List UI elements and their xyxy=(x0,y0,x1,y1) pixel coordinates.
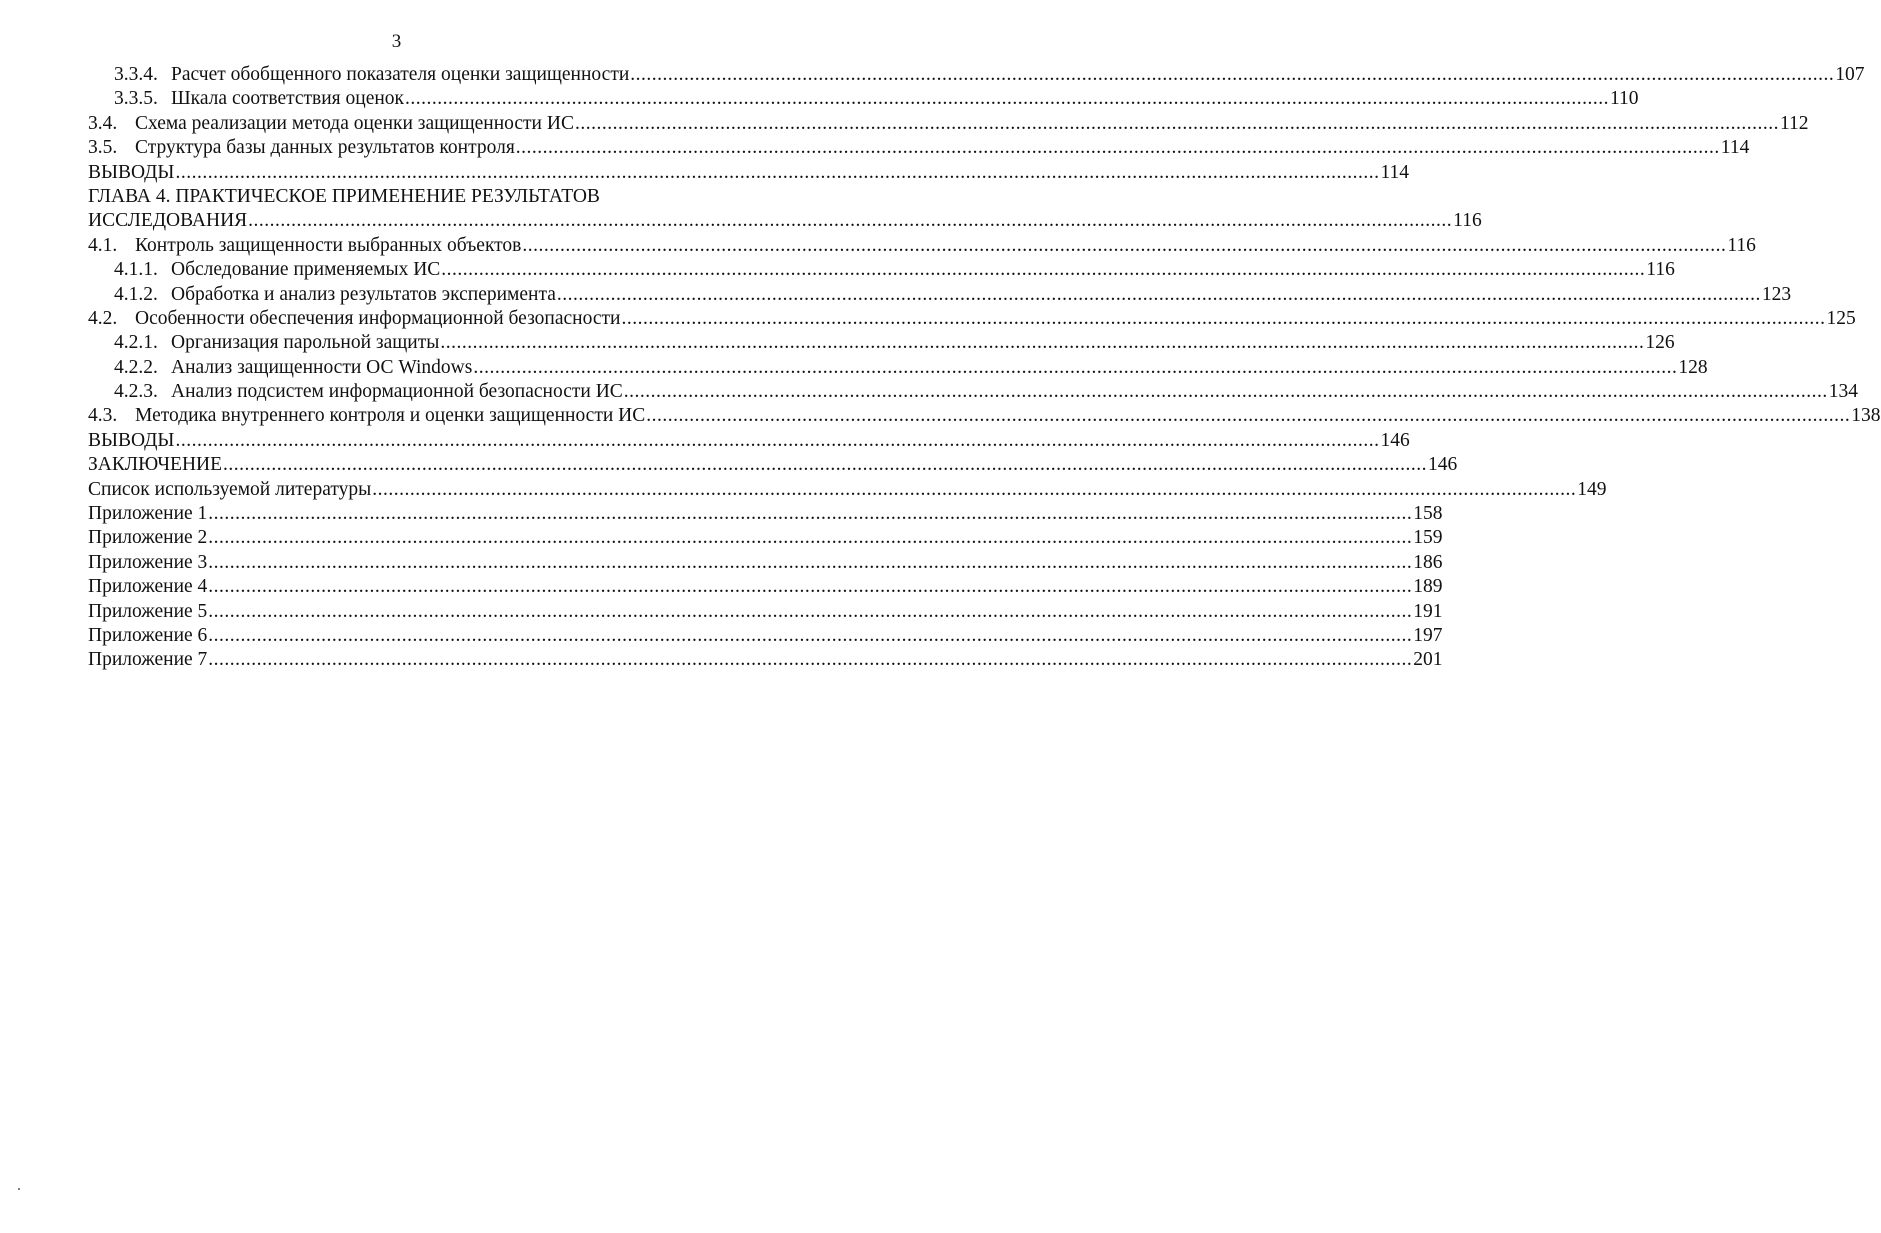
toc-entry-title: Приложение 3 xyxy=(88,551,208,573)
toc-entry xyxy=(88,136,1750,160)
toc-entry-number: 3.3.5. xyxy=(114,88,158,110)
toc-dot-leader xyxy=(372,478,1576,502)
table-of-contents xyxy=(88,63,1881,673)
toc-entry xyxy=(88,209,1482,233)
toc-entry-number: 4.2.1. xyxy=(114,332,158,354)
toc-entry-page: 149 xyxy=(1577,478,1607,500)
toc-entry-title: Приложение 5 xyxy=(88,600,208,622)
toc-entry-title: Схема реализации метода оценки защищенности ИС xyxy=(135,112,574,134)
toc-entry-title: Приложение 6 xyxy=(88,624,208,646)
toc-dot-leader xyxy=(405,87,1609,111)
toc-dot-leader xyxy=(621,307,1825,331)
toc-entry-title: Обследование применяемых ИС xyxy=(171,259,441,281)
toc-entry-page: 138 xyxy=(1851,405,1881,427)
toc-entry xyxy=(88,112,1809,136)
page-number: 3 xyxy=(391,31,402,52)
toc-entry-title: Обработка и анализ результатов эксперимента xyxy=(171,283,556,305)
toc-entry-title: Шкала соответствия оценок xyxy=(171,88,405,110)
toc-entry xyxy=(88,551,1443,575)
toc-dot-leader xyxy=(516,136,1720,160)
toc-entry xyxy=(88,87,1639,111)
toc-entry-number: 4.1. xyxy=(88,234,118,256)
toc-entry-page: 189 xyxy=(1413,576,1443,598)
toc-dot-leader xyxy=(575,112,1779,136)
toc-entry-number: 3.4. xyxy=(88,112,118,134)
toc-dot-leader xyxy=(473,356,1677,380)
toc-entry-title: ВЫВОДЫ xyxy=(88,161,175,183)
toc-entry-page: 123 xyxy=(1761,283,1792,305)
toc-entry xyxy=(88,648,1443,672)
toc-entry-page: 146 xyxy=(1380,429,1410,451)
toc-entry-title: Список используемой литературы xyxy=(88,478,372,500)
toc-dot-leader xyxy=(175,161,1379,185)
toc-entry xyxy=(88,185,751,209)
toc-entry-number: 4.2.3. xyxy=(114,381,158,403)
toc-entry-title: Организация парольной защиты xyxy=(171,332,440,354)
toc-entry-page: 146 xyxy=(1428,454,1458,476)
toc-entry-title: Особенности обеспечения информационной безопасности xyxy=(135,307,621,329)
toc-entry-page: 134 xyxy=(1828,381,1859,403)
toc-entry-page: 186 xyxy=(1413,551,1443,573)
toc-entry xyxy=(88,234,1756,258)
toc-entry-page: 107 xyxy=(1835,64,1865,85)
toc-entry-title: ИССЛЕДОВАНИЯ xyxy=(88,210,248,232)
toc-entry-number: 4.1.2. xyxy=(114,283,158,305)
toc-dot-leader xyxy=(646,404,1850,428)
toc-entry xyxy=(88,307,1856,331)
toc-entry-page: 116 xyxy=(1646,259,1675,281)
toc-entry-page: 159 xyxy=(1413,527,1443,549)
toc-dot-leader xyxy=(208,551,1412,575)
toc-dot-leader xyxy=(208,575,1412,599)
toc-dot-leader xyxy=(441,258,1645,282)
toc-dot-leader xyxy=(248,209,1452,233)
toc-entry-page: 114 xyxy=(1720,137,1750,159)
toc-dot-leader xyxy=(440,331,1644,355)
toc-entry-page: 116 xyxy=(1727,234,1756,256)
toc-entry xyxy=(88,380,1859,404)
toc-entry-number: 4.3. xyxy=(88,405,118,427)
toc-entry xyxy=(88,502,1443,526)
toc-entry-page: 128 xyxy=(1678,356,1708,378)
toc-entry xyxy=(88,478,1607,502)
toc-entry xyxy=(88,356,1708,380)
toc-entry-title: Анализ защищенности ОС Windows xyxy=(171,356,473,378)
toc-dot-leader xyxy=(223,453,1427,477)
toc-entry-page: 201 xyxy=(1413,649,1443,671)
toc-entry xyxy=(88,404,1881,428)
toc-entry-number: 4.2.2. xyxy=(114,356,158,378)
toc-entry xyxy=(88,624,1443,648)
toc-entry xyxy=(88,63,1865,87)
toc-entry-number: 4.1.1. xyxy=(114,259,158,281)
toc-entry-title: ВЫВОДЫ xyxy=(88,429,175,451)
toc-entry-title: Приложение 4 xyxy=(88,576,208,598)
toc-entry-number: 3.5. xyxy=(88,137,118,159)
scan-speck xyxy=(18,1188,20,1190)
toc-entry xyxy=(88,600,1443,624)
toc-entry-number: 3.3.4. xyxy=(114,64,158,85)
toc-entry-title: ГЛАВА 4. ПРАКТИЧЕСКОЕ ПРИМЕНЕНИЕ РЕЗУЛЬТАТОВ xyxy=(88,185,600,207)
toc-entry-page: 125 xyxy=(1826,307,1856,329)
toc-entry-page: 110 xyxy=(1610,88,1639,110)
toc-entry-title: Приложение 2 xyxy=(88,527,208,549)
toc-dot-leader xyxy=(557,283,1761,307)
toc-entry-page: 197 xyxy=(1413,624,1443,646)
toc-dot-leader xyxy=(208,502,1412,526)
toc-entry-page: 114 xyxy=(1380,161,1409,183)
toc-entry xyxy=(88,161,1409,185)
toc-entry-title: ЗАКЛЮЧЕНИЕ xyxy=(88,454,223,476)
toc-entry-title: Контроль защищенности выбранных объектов xyxy=(135,234,522,256)
toc-dot-leader xyxy=(630,63,1834,87)
toc-entry-page: 158 xyxy=(1413,503,1443,525)
toc-entry xyxy=(88,258,1675,282)
toc-entry-page: 191 xyxy=(1413,600,1443,622)
toc-entry xyxy=(88,283,1792,307)
toc-entry-number: 4.2. xyxy=(88,307,118,329)
toc-dot-leader xyxy=(624,380,1828,404)
toc-entry-page: 112 xyxy=(1779,112,1809,134)
toc-entry xyxy=(88,453,1458,477)
toc-dot-leader xyxy=(208,600,1412,624)
toc-dot-leader xyxy=(175,429,1379,453)
toc-entry-page: 126 xyxy=(1645,332,1675,354)
toc-entry-title: Расчет обобщенного показателя оценки защищенности xyxy=(171,64,630,85)
toc-entry xyxy=(88,429,1410,453)
toc-entry xyxy=(88,526,1443,550)
toc-entry-title: Приложение 7 xyxy=(88,649,208,671)
toc-dot-leader xyxy=(208,624,1412,648)
toc-entry-page: 116 xyxy=(1453,210,1482,232)
toc-entry-title: Структура базы данных результатов контроля xyxy=(135,137,515,159)
toc-dot-leader xyxy=(522,234,1726,258)
toc-entry xyxy=(88,575,1443,599)
toc-dot-leader xyxy=(208,526,1412,550)
toc-entry-title: Методика внутреннего контроля и оценки защищенности ИС xyxy=(135,405,646,427)
toc-entry-title: Анализ подсистем информационной безопасности ИС xyxy=(171,381,623,403)
toc-entry xyxy=(88,331,1675,355)
toc-dot-leader xyxy=(208,648,1412,672)
toc-entry-title: Приложение 1 xyxy=(88,503,208,525)
